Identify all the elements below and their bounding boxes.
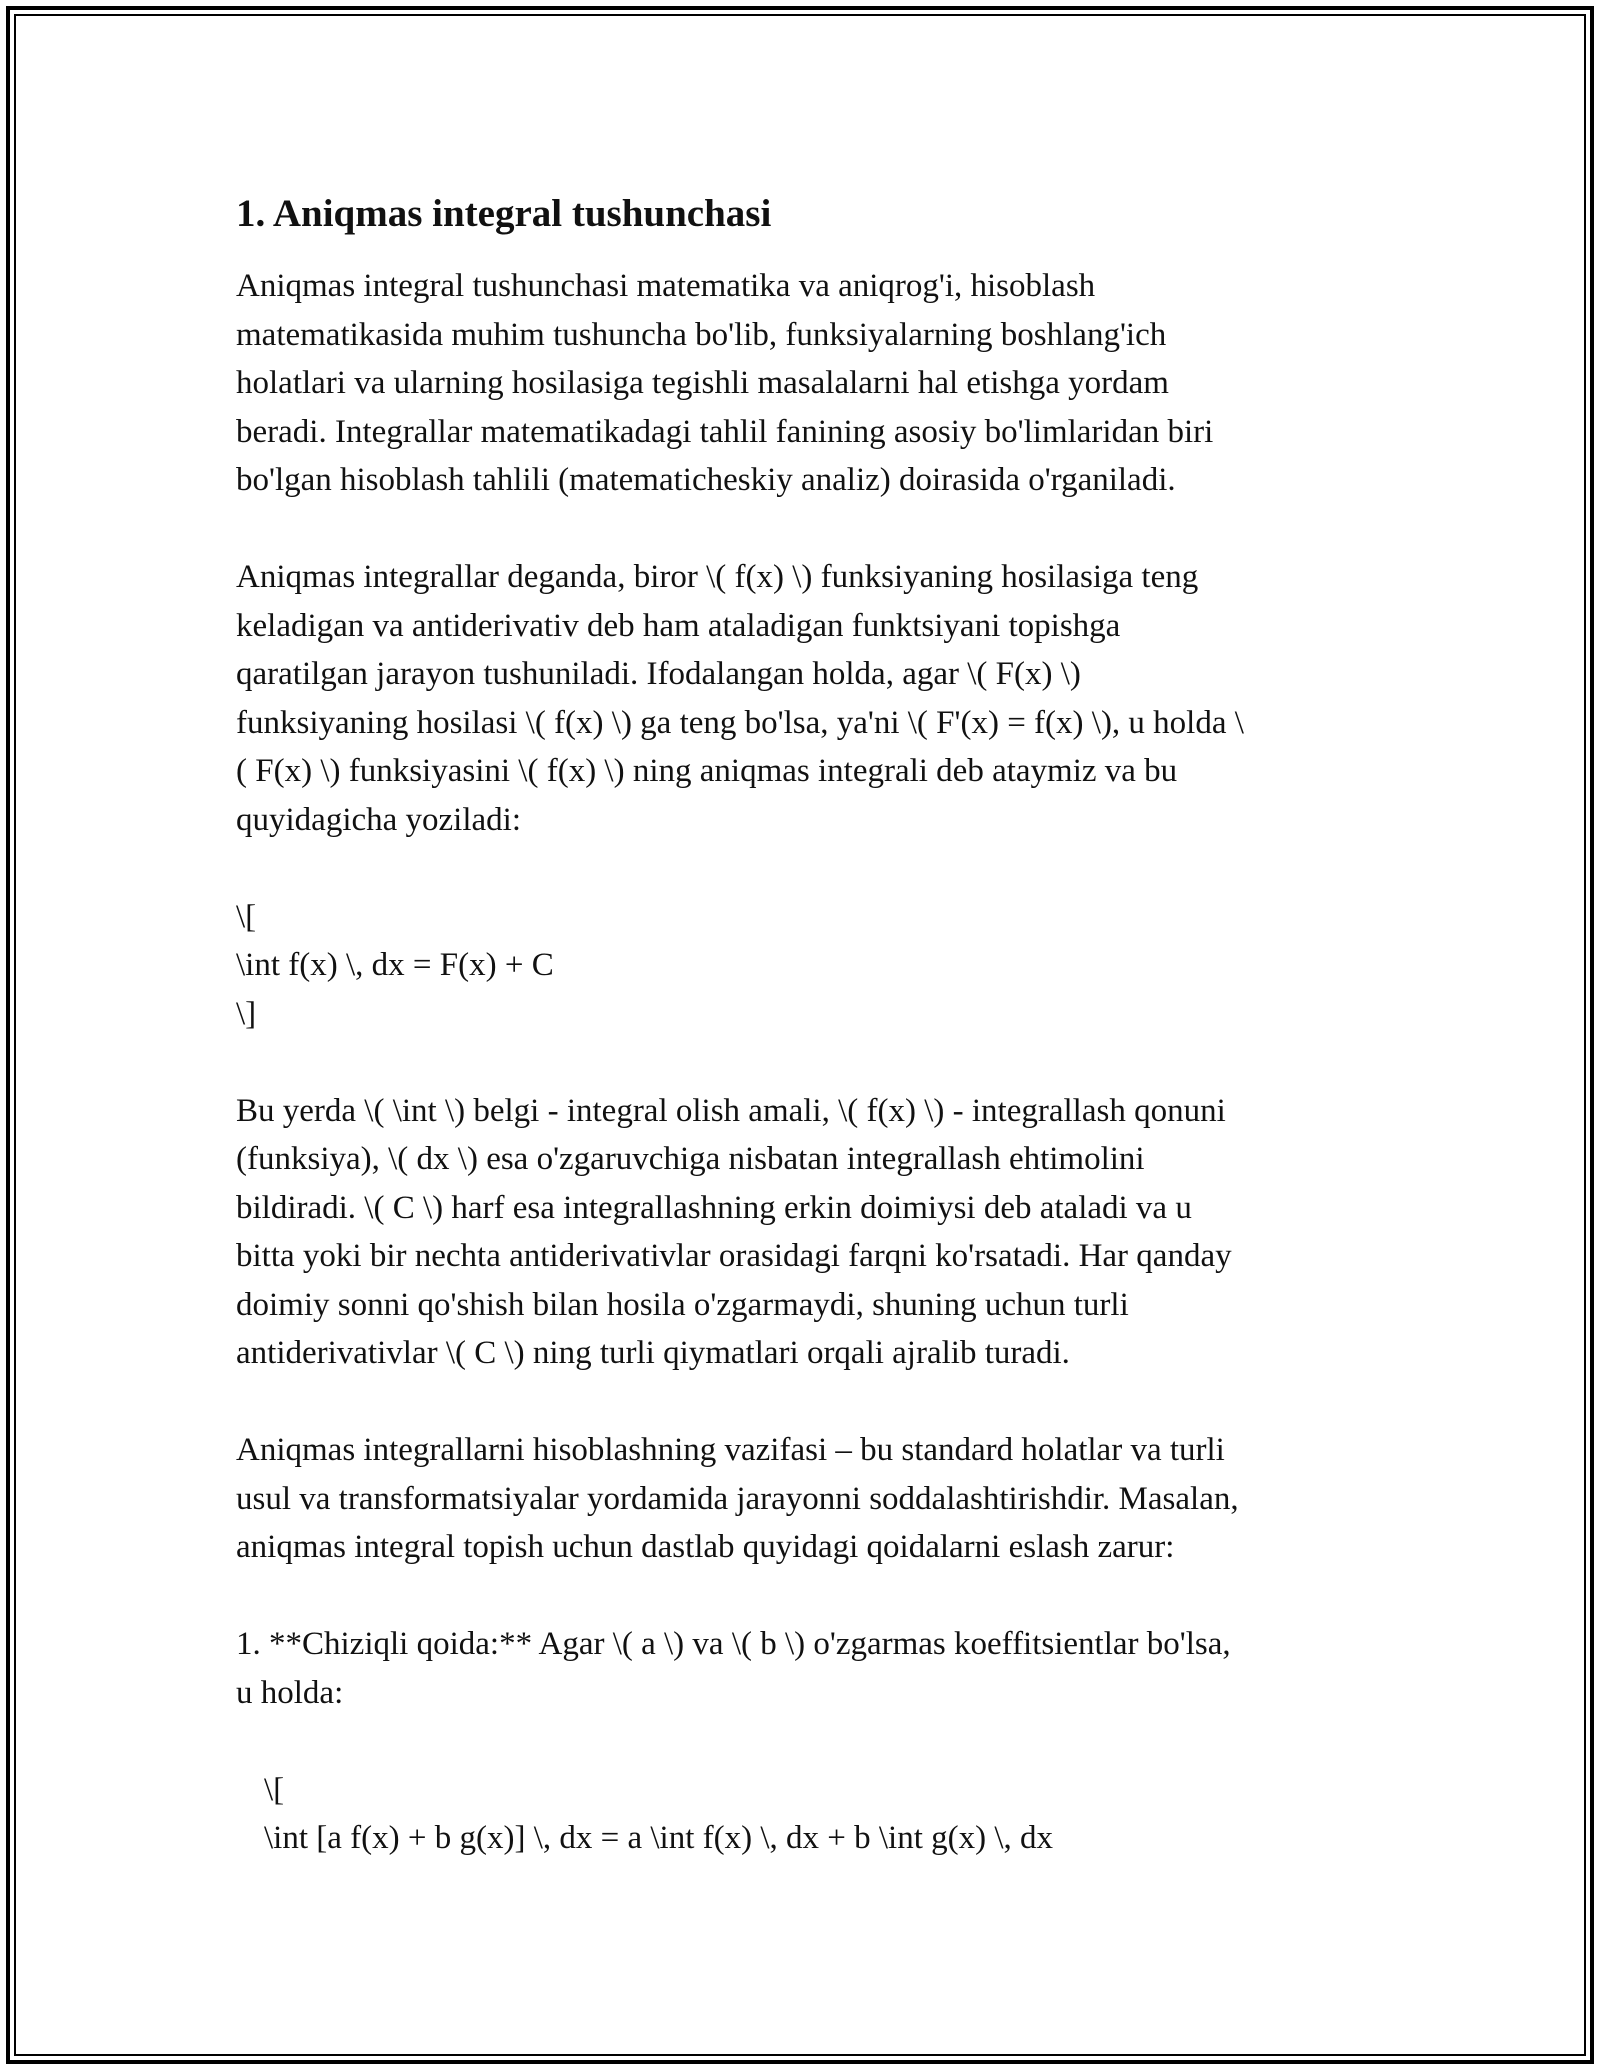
paragraph-gap — [236, 1572, 1364, 1621]
text-line: Aniqmas integral tushunchasi matematika va aniqrog'i, hisoblash — [236, 268, 1096, 304]
paragraph-gap — [236, 844, 1364, 893]
text-line: Aniqmas integrallar deganda, biror \( f(x) \) funksiyaning hosilasiga teng — [236, 559, 1199, 595]
text-line: beradi. Integrallar matematikadagi tahlil fanining asosiy bo'limlaridan biri — [236, 413, 1214, 450]
text-line: matematikasida muhim tushuncha bo'lib, funksiyalarning boshlang'ich — [236, 316, 1167, 353]
text-line: bo'lgan hisoblash tahlili (matematicheskiy analiz) doirasida o'rganiladi. — [236, 462, 1176, 498]
text-line: keladigan va antiderivativ deb ham ataladigan funktsiyani topishga — [236, 607, 1121, 644]
text-line: funksiyaning hosilasi \( f(x) \) ga teng bo'lsa, ya'ni \( F'(x) = f(x) \), u holda \ — [236, 704, 1244, 741]
formula-line: \int [a f(x) + b g(x)] \, dx = a \int f(x) \, dx + b \int g(x) \, dx — [264, 1820, 1054, 1856]
text-line: holatlari va ularning hosilasiga tegishli masalalarni hal etishga yordam — [236, 365, 1169, 401]
formula-line: \[ — [236, 898, 257, 935]
text-line: antiderivativlar \( C \) ning turli qiymatlari orqali ajralib turadi. — [236, 1335, 1070, 1371]
paragraph-explanation — [236, 1087, 1364, 1378]
text-line: Aniqmas integrallarni hisoblashning vazifasi – bu standard holatlar va turli — [236, 1432, 1225, 1468]
text-line: (funksiya), \( dx \) esa o'zgaruvchiga nisbatan integrallash ehtimolini — [236, 1141, 1145, 1177]
text-line: aniqmas integral topish uchun dastlab quyidagi qoidalarni eslash zarur: — [236, 1529, 1175, 1565]
paragraph-gap — [236, 505, 1364, 554]
text-line: usul va transformatsiyalar yordamida jarayonni soddalashtirishdir. Masalan, — [236, 1480, 1239, 1517]
formula-line: \[ — [264, 1771, 285, 1808]
text-line: bitta yoki bir nechta antiderivativlar orasidagi farqni ko'rsatadi. Har qanday — [236, 1238, 1232, 1274]
paragraph-rules-intro — [236, 1426, 1364, 1572]
formula-block — [236, 893, 1364, 1039]
paragraph-gap — [236, 1717, 1364, 1766]
text-line: 1. **Chiziqli qoida:** Agar \( a \) va \( b \) o'zgarmas koeffitsientlar bo'lsa, — [236, 1626, 1231, 1662]
paragraph-intro — [236, 262, 1364, 505]
text-line: doimiy sonni qo'shish bilan hosila o'zgarmaydi, shuning uchun turli — [236, 1286, 1129, 1323]
text-line: quyidagicha yoziladi: — [236, 801, 521, 838]
text-line: ( F(x) \) funksiyasini \( f(x) \) ning aniqmas integrali deb ataymiz va bu — [236, 753, 1178, 789]
formula-block-indented — [236, 1766, 1364, 1863]
document-body — [236, 186, 1364, 1863]
section-heading: 1. Aniqmas integral tushunchasi — [236, 192, 772, 235]
text-line: qaratilgan jarayon tushuniladi. Ifodalangan holda, agar \( F(x) \) — [236, 656, 1081, 692]
text-line: bildiradi. \( C \) harf esa integrallashning erkin doimiysi deb ataladi va u — [236, 1189, 1192, 1226]
list-item-linear-rule — [236, 1620, 1364, 1717]
paragraph-definition — [236, 553, 1364, 844]
text-line: Bu yerda \( \int \) belgi - integral olish amali, \( f(x) \) - integrallash qonuni — [236, 1092, 1226, 1129]
formula-line: \int f(x) \, dx = F(x) + C — [236, 947, 554, 983]
text-line: u holda: — [236, 1674, 344, 1711]
formula-line: \] — [236, 995, 257, 1032]
paragraph-gap — [236, 1038, 1364, 1087]
paragraph-gap — [236, 1378, 1364, 1427]
